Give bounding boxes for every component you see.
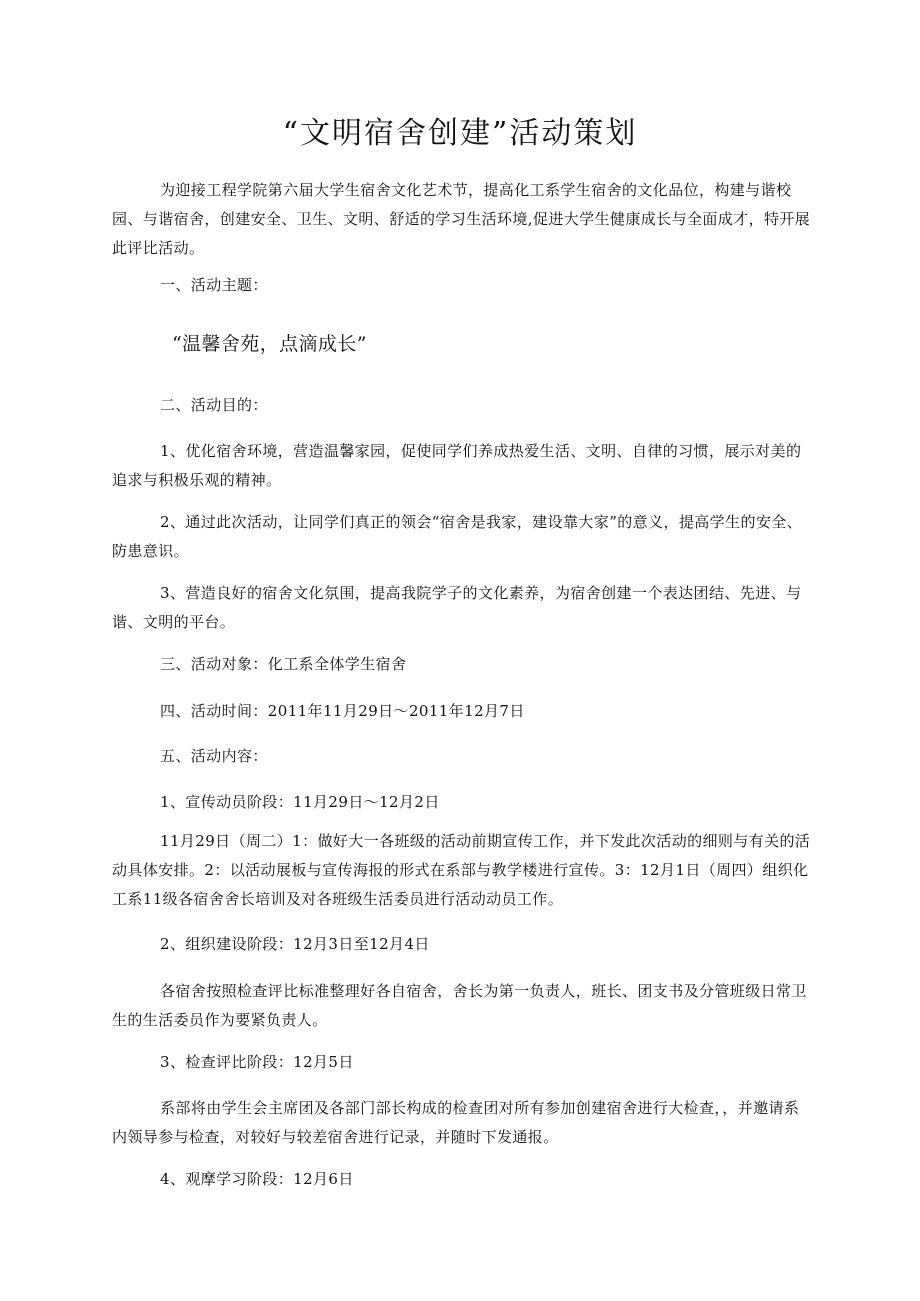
stage-3-text: 系部将由学生会主席团及各部门部长构成的检查团对所有参加创建宿舍进行大检查，，并邀请系内领导参与检查，对较好与较差宿舍进行记录，并随时下发通报。 — [112, 1099, 800, 1146]
section-target: 三、活动对象：化工系全体学生宿舍 — [160, 655, 407, 673]
section-time: 四、活动时间：2011年11月29日～2011年12月7日 — [160, 702, 525, 720]
theme-slogan: “温馨舍苑，点滴成长” — [172, 333, 367, 355]
purpose-item-1: 1、优化宿舍环境，营造温馨家园，促使同学们养成热爱生活、文明、自律的习惯，展示对美的追求与积极乐观的精神。 — [112, 442, 802, 489]
stage-2-text: 各宿舍按照检查评比标准整理好各自宿舍，舍长为第一负责人，班长、团支书及分管班级日常卫生的生活委员作为要紧负责人。 — [112, 982, 807, 1029]
section-heading-content: 五、活动内容： — [160, 747, 268, 765]
section-heading-purpose: 二、活动目的： — [160, 396, 268, 414]
purpose-item-3: 3、营造良好的宿舍文化氛围，提高我院学子的文化素养，为宿舍创建一个表达团结、先进、与谐、文明的平台。 — [112, 584, 802, 631]
stage-3-heading: 3、检查评比阶段：12月5日 — [160, 1053, 354, 1071]
stage-1-heading: 1、宣传动员阶段：11月29日～12月2日 — [160, 793, 440, 811]
intro-paragraph: 为迎接工程学院第六届大学生宿舍文化艺术节，提高化工系学生宿舍的文化品位，构建与谐校园、与谐宿舍，创建安全、卫生、文明、舒适的学习生活环境,促进大学生健康成长与全面成才，特开展此评比活动。 — [112, 181, 811, 257]
document-title: “文明宿舍创建”活动策划 — [282, 116, 638, 151]
stage-4-heading: 4、观摩学习阶段：12月6日 — [160, 1170, 354, 1188]
section-heading-theme: 一、活动主题： — [160, 276, 268, 294]
stage-2-heading: 2、组织建设阶段：12月3日至12月4日 — [160, 935, 430, 953]
stage-1-text: 11月29日（周二）1：做好大一各班级的活动前期宣传工作，并下发此次活动的细则与有关的活动具体安排。2：以活动展板与宣传海报的形式在系部与教学楼进行宣传。3：12月1日（周四）组织化工系11级各宿舍舍长培训及对各班级生活委员进行活动动员工作。 — [112, 832, 811, 908]
purpose-item-2: 2、通过此次活动，让同学们真正的领会“宿舍是我家，建设靠大家”的意义，提高学生的安全、防患意识。 — [112, 513, 803, 560]
